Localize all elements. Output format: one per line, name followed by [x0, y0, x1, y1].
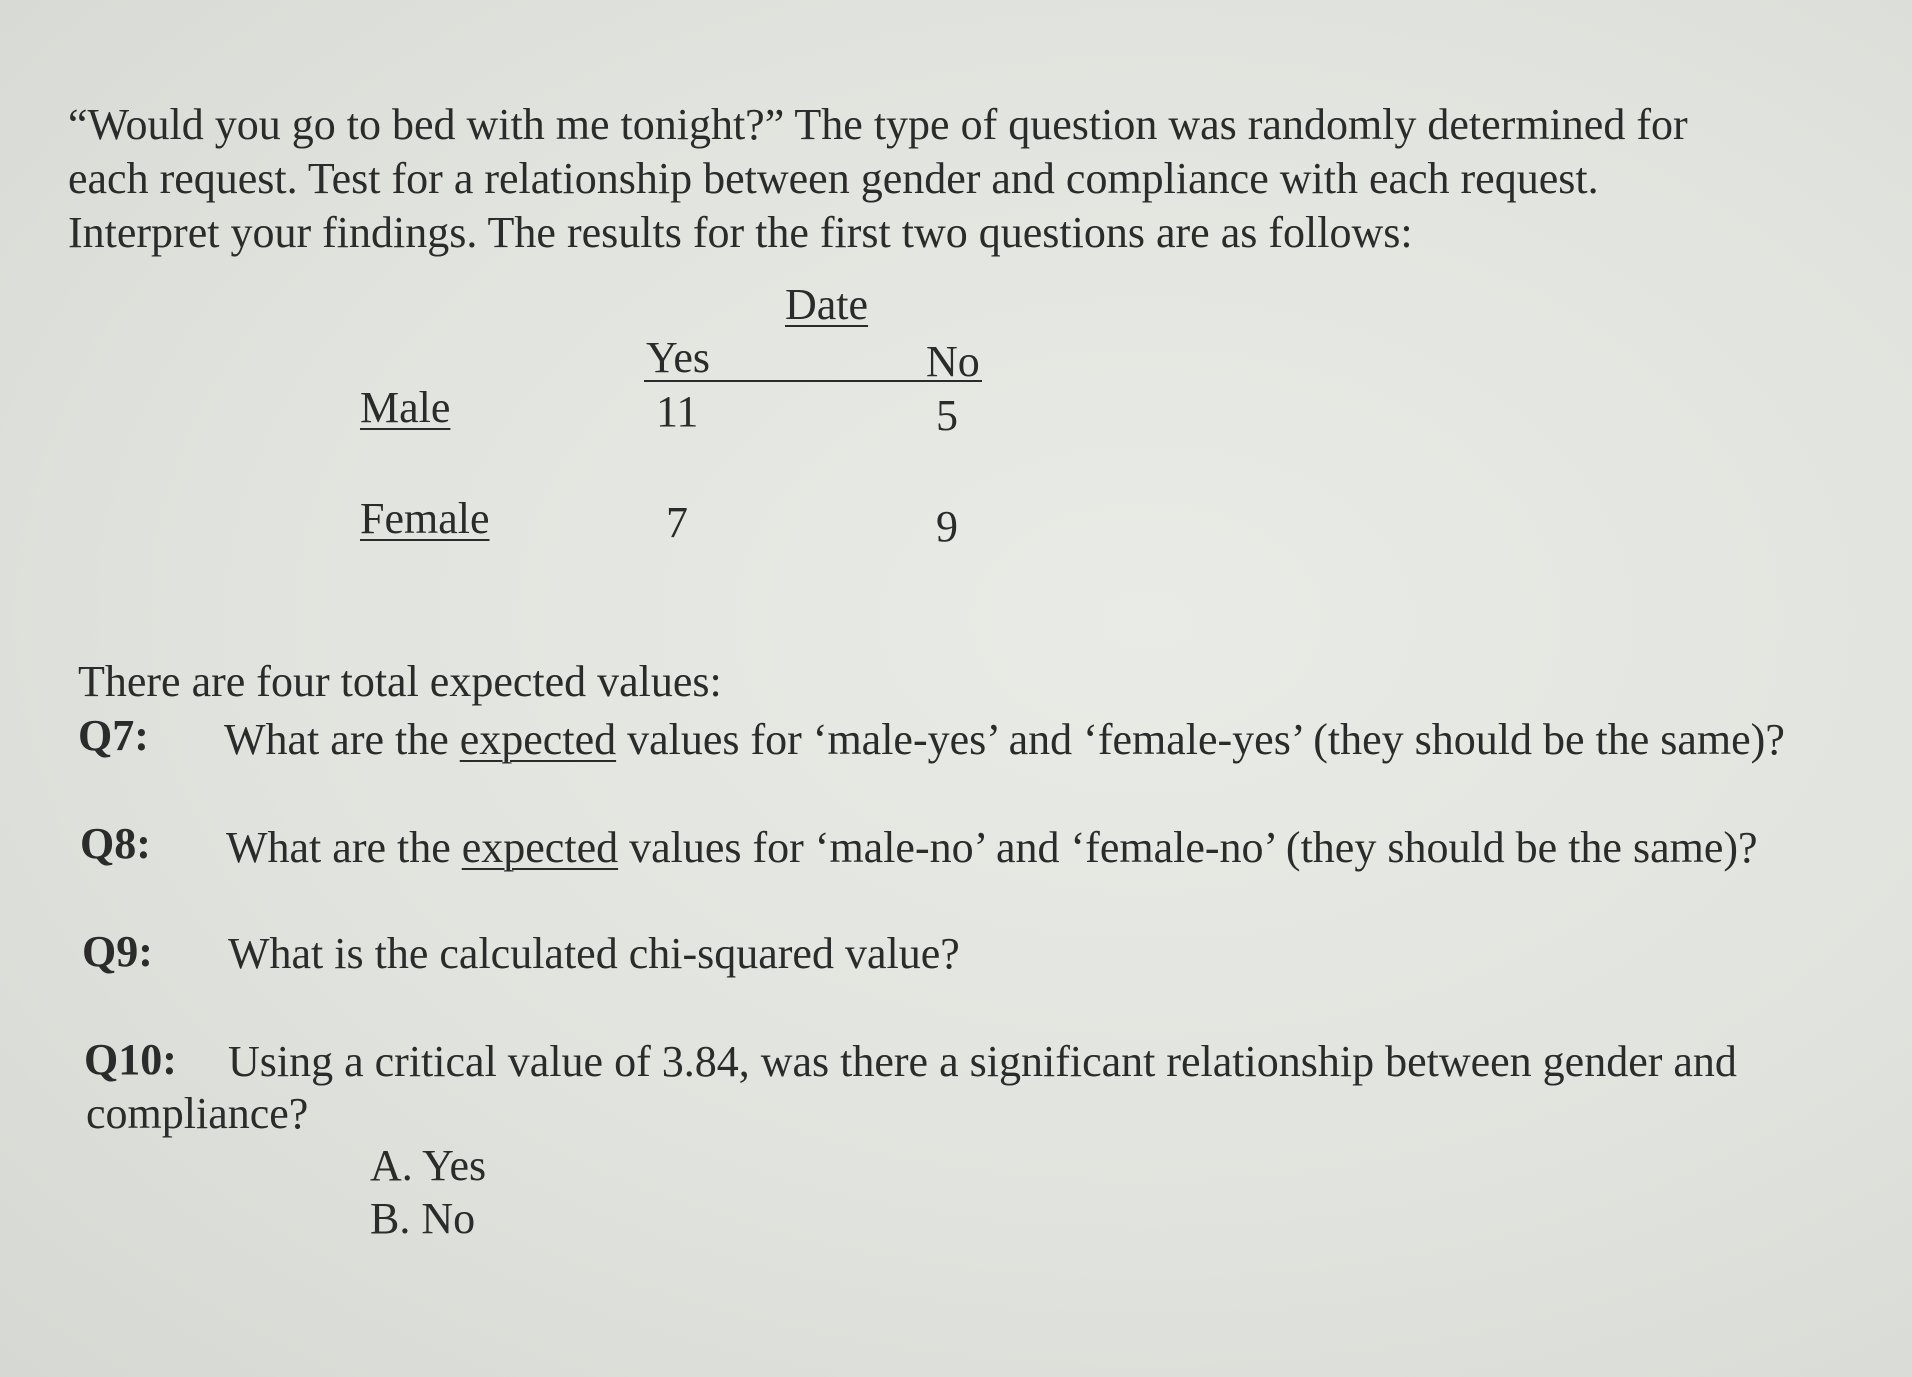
q7-text-start: What are the: [224, 715, 460, 764]
row-label-male: Male: [360, 383, 451, 432]
q8-underlined-word: expected: [461, 823, 619, 872]
question-text-q10: Using a critical value of 3.84, was there a significant relationship between gender and: [228, 1037, 1737, 1086]
q7-text-end: values for ‘male-yes’ and ‘female-yes’ (they should be the same)?: [616, 715, 1785, 764]
question-label-q8: Q8:: [80, 819, 151, 868]
cell-female-yes: 7: [666, 498, 688, 547]
question-text-q7: [224, 714, 1785, 766]
cell-male-no: 5: [936, 391, 958, 440]
answer-option-b: B. No: [370, 1194, 476, 1243]
question-label-q10: Q10:: [84, 1035, 177, 1084]
question-text-q9: What is the calculated chi-squared value?: [228, 929, 960, 978]
q8-text-start: What are the: [226, 823, 462, 872]
answer-option-a: A. Yes: [370, 1141, 487, 1190]
column-header-yes: Yes: [646, 333, 711, 382]
q7-underlined-word: expected: [459, 715, 617, 764]
question-label-q9: Q9:: [82, 927, 153, 976]
cell-female-no: 9: [936, 502, 958, 551]
intro-line-3: Interpret your findings. The results for the first two questions are as follows:: [68, 208, 1413, 257]
question-label-q7: Q7:: [78, 711, 149, 760]
table-title: Date: [785, 280, 869, 329]
intro-paragraph: [68, 98, 1848, 260]
question-text-q10-continuation: compliance?: [86, 1089, 309, 1138]
expected-values-intro: There are four total expected values:: [78, 657, 722, 706]
question-text-q8: [226, 822, 1758, 874]
intro-line-2: each request. Test for a relationship between gender and compliance with each request.: [68, 154, 1599, 203]
column-header-no: No: [926, 337, 980, 386]
q8-text-end: values for ‘male-no’ and ‘female-no’ (they should be the same)?: [618, 823, 1758, 872]
cell-male-yes: 11: [656, 387, 699, 436]
table-header-rule: [644, 380, 982, 382]
intro-line-1: “Would you go to bed with me tonight?” The type of question was randomly determined for: [68, 100, 1688, 149]
row-label-female: Female: [360, 494, 490, 543]
